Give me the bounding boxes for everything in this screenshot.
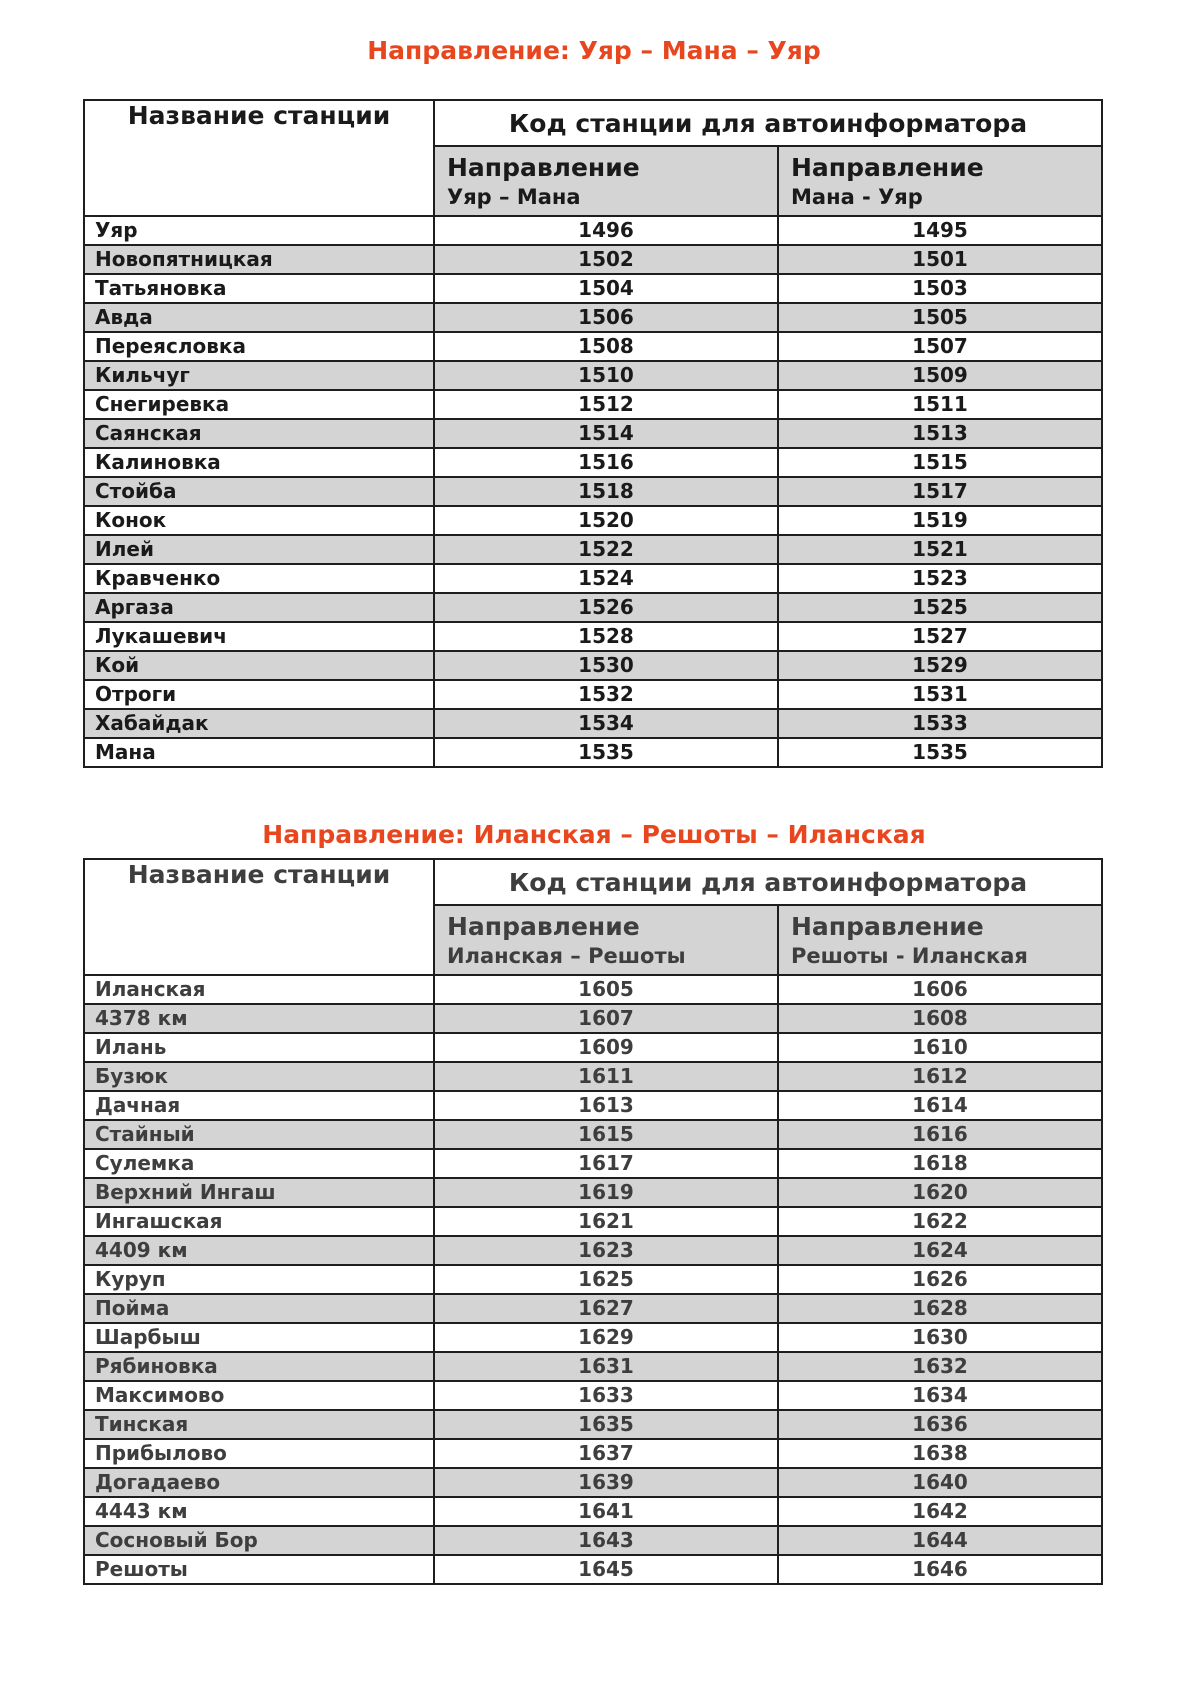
station-name-cell: Пойма <box>84 1294 434 1323</box>
code-forward-cell: 1518 <box>434 477 778 506</box>
station-name-cell: Конок <box>84 506 434 535</box>
code-backward-cell: 1535 <box>778 738 1102 767</box>
header-station-name: Название станции <box>84 859 434 975</box>
station-name-cell: Стайный <box>84 1120 434 1149</box>
station-name-cell: Иланская <box>84 975 434 1004</box>
table-row <box>84 680 1102 709</box>
code-forward-cell: 1617 <box>434 1149 778 1178</box>
station-name-cell: Стойба <box>84 477 434 506</box>
code-backward-cell: 1529 <box>778 651 1102 680</box>
station-name-cell: Шарбыш <box>84 1323 434 1352</box>
code-backward-cell: 1632 <box>778 1352 1102 1381</box>
table-row <box>84 535 1102 564</box>
code-forward-cell: 1627 <box>434 1294 778 1323</box>
station-name-cell: Аргаза <box>84 593 434 622</box>
station-name-cell: Калиновка <box>84 448 434 477</box>
station-name-cell: Бузюк <box>84 1062 434 1091</box>
table-row <box>84 1236 1102 1265</box>
code-forward-cell: 1508 <box>434 332 778 361</box>
table-row <box>84 1004 1102 1033</box>
station-name-cell: Кравченко <box>84 564 434 593</box>
code-forward-cell: 1643 <box>434 1526 778 1555</box>
code-backward-cell: 1509 <box>778 361 1102 390</box>
code-backward-cell: 1533 <box>778 709 1102 738</box>
code-backward-cell: 1618 <box>778 1149 1102 1178</box>
code-backward-cell: 1610 <box>778 1033 1102 1062</box>
code-backward-cell: 1606 <box>778 975 1102 1004</box>
station-name-cell: Мана <box>84 738 434 767</box>
table-row <box>84 975 1102 1004</box>
table-row <box>84 1178 1102 1207</box>
code-forward-cell: 1526 <box>434 593 778 622</box>
table-row <box>84 477 1102 506</box>
header-direction-forward <box>434 905 778 975</box>
station-name-cell: Илей <box>84 535 434 564</box>
code-backward-cell: 1495 <box>778 216 1102 245</box>
code-backward-cell: 1614 <box>778 1091 1102 1120</box>
code-backward-cell: 1644 <box>778 1526 1102 1555</box>
station-code-table-ilanskaya-reshoty <box>83 858 1103 1585</box>
table-row <box>84 1497 1102 1526</box>
code-forward-cell: 1510 <box>434 361 778 390</box>
table-row <box>84 361 1102 390</box>
code-forward-cell: 1623 <box>434 1236 778 1265</box>
code-forward-cell: 1605 <box>434 975 778 1004</box>
table-row <box>84 1352 1102 1381</box>
station-name-cell: Уяр <box>84 216 434 245</box>
code-forward-cell: 1639 <box>434 1468 778 1497</box>
table-row <box>84 1120 1102 1149</box>
code-backward-cell: 1507 <box>778 332 1102 361</box>
station-name-cell: Куруп <box>84 1265 434 1294</box>
code-backward-cell: 1531 <box>778 680 1102 709</box>
direction-label: Направление <box>447 912 640 941</box>
direction-route: Уяр – Мана <box>447 185 581 209</box>
code-forward-cell: 1502 <box>434 245 778 274</box>
table-row <box>84 332 1102 361</box>
code-forward-cell: 1520 <box>434 506 778 535</box>
code-backward-cell: 1622 <box>778 1207 1102 1236</box>
table-row <box>84 216 1102 245</box>
table-row <box>84 245 1102 274</box>
table-row <box>84 1265 1102 1294</box>
code-forward-cell: 1535 <box>434 738 778 767</box>
station-name-cell: Хабайдак <box>84 709 434 738</box>
header-station-code: Код станции для автоинформатора <box>434 100 1102 146</box>
code-forward-cell: 1613 <box>434 1091 778 1120</box>
section-title-ilanskaya-reshoty: Направление: Иланская – Решоты – Иланская <box>262 820 926 849</box>
station-name-cell: Прибылово <box>84 1439 434 1468</box>
code-forward-cell: 1530 <box>434 651 778 680</box>
table-row <box>84 709 1102 738</box>
station-name-cell: Отроги <box>84 680 434 709</box>
code-backward-cell: 1628 <box>778 1294 1102 1323</box>
code-forward-cell: 1645 <box>434 1555 778 1584</box>
table-row <box>84 651 1102 680</box>
station-name-cell: Кой <box>84 651 434 680</box>
code-backward-cell: 1646 <box>778 1555 1102 1584</box>
code-backward-cell: 1624 <box>778 1236 1102 1265</box>
station-name-cell: Ингашская <box>84 1207 434 1236</box>
station-name-cell: Сулемка <box>84 1149 434 1178</box>
station-name-cell: 4378 км <box>84 1004 434 1033</box>
header-direction-backward <box>778 146 1102 216</box>
code-forward-cell: 1621 <box>434 1207 778 1236</box>
code-forward-cell: 1625 <box>434 1265 778 1294</box>
direction-label: Направление <box>791 153 984 182</box>
code-forward-cell: 1615 <box>434 1120 778 1149</box>
table-row <box>84 1526 1102 1555</box>
station-name-cell: Татьяновка <box>84 274 434 303</box>
code-backward-cell: 1616 <box>778 1120 1102 1149</box>
table-row <box>84 274 1102 303</box>
table-row <box>84 1381 1102 1410</box>
code-forward-cell: 1534 <box>434 709 778 738</box>
code-forward-cell: 1609 <box>434 1033 778 1062</box>
direction-label: Направление <box>791 912 984 941</box>
station-name-cell: Авда <box>84 303 434 332</box>
station-name-cell: Максимово <box>84 1381 434 1410</box>
code-forward-cell: 1619 <box>434 1178 778 1207</box>
station-name-cell: Саянская <box>84 419 434 448</box>
code-forward-cell: 1637 <box>434 1439 778 1468</box>
header-station-name: Название станции <box>84 100 434 216</box>
station-name-cell: Лукашевич <box>84 622 434 651</box>
station-name-cell: Догадаево <box>84 1468 434 1497</box>
station-name-cell: Снегиревка <box>84 390 434 419</box>
code-backward-cell: 1630 <box>778 1323 1102 1352</box>
code-backward-cell: 1636 <box>778 1410 1102 1439</box>
table-row <box>84 1294 1102 1323</box>
station-name-cell: Сосновый Бор <box>84 1526 434 1555</box>
station-name-cell: Дачная <box>84 1091 434 1120</box>
code-backward-cell: 1634 <box>778 1381 1102 1410</box>
code-forward-cell: 1528 <box>434 622 778 651</box>
table-row <box>84 1410 1102 1439</box>
code-backward-cell: 1513 <box>778 419 1102 448</box>
station-name-cell: Рябиновка <box>84 1352 434 1381</box>
code-backward-cell: 1642 <box>778 1497 1102 1526</box>
station-name-cell: Решоты <box>84 1555 434 1584</box>
code-backward-cell: 1640 <box>778 1468 1102 1497</box>
code-forward-cell: 1504 <box>434 274 778 303</box>
code-forward-cell: 1496 <box>434 216 778 245</box>
station-name-cell: Тинская <box>84 1410 434 1439</box>
station-code-table-uyar-mana <box>83 99 1103 768</box>
station-name-cell: Илань <box>84 1033 434 1062</box>
code-backward-cell: 1501 <box>778 245 1102 274</box>
code-forward-cell: 1635 <box>434 1410 778 1439</box>
table-row <box>84 1033 1102 1062</box>
station-name-cell: Кильчуг <box>84 361 434 390</box>
code-forward-cell: 1611 <box>434 1062 778 1091</box>
table-row <box>84 1062 1102 1091</box>
table-row <box>84 593 1102 622</box>
code-forward-cell: 1522 <box>434 535 778 564</box>
code-backward-cell: 1505 <box>778 303 1102 332</box>
table-row <box>84 1091 1102 1120</box>
code-forward-cell: 1532 <box>434 680 778 709</box>
table-row <box>84 564 1102 593</box>
station-name-cell: 4409 км <box>84 1236 434 1265</box>
code-backward-cell: 1523 <box>778 564 1102 593</box>
code-backward-cell: 1612 <box>778 1062 1102 1091</box>
code-backward-cell: 1525 <box>778 593 1102 622</box>
code-backward-cell: 1626 <box>778 1265 1102 1294</box>
table-row <box>84 303 1102 332</box>
code-backward-cell: 1503 <box>778 274 1102 303</box>
table-row <box>84 1207 1102 1236</box>
code-backward-cell: 1519 <box>778 506 1102 535</box>
code-forward-cell: 1629 <box>434 1323 778 1352</box>
table-row <box>84 390 1102 419</box>
table-row <box>84 1439 1102 1468</box>
table-row <box>84 506 1102 535</box>
section-title-uyar-mana: Направление: Уяр – Мана – Уяр <box>367 36 821 65</box>
code-backward-cell: 1620 <box>778 1178 1102 1207</box>
table-row <box>84 1323 1102 1352</box>
code-forward-cell: 1512 <box>434 390 778 419</box>
header-direction-backward <box>778 905 1102 975</box>
table-row <box>84 738 1102 767</box>
code-backward-cell: 1515 <box>778 448 1102 477</box>
table-row <box>84 419 1102 448</box>
station-name-cell: Переясловка <box>84 332 434 361</box>
table-row <box>84 448 1102 477</box>
table-row <box>84 1555 1102 1584</box>
code-backward-cell: 1527 <box>778 622 1102 651</box>
direction-route: Иланская – Решоты <box>447 944 686 968</box>
station-name-cell: Верхний Ингаш <box>84 1178 434 1207</box>
code-backward-cell: 1511 <box>778 390 1102 419</box>
code-backward-cell: 1608 <box>778 1004 1102 1033</box>
code-forward-cell: 1516 <box>434 448 778 477</box>
direction-label: Направление <box>447 153 640 182</box>
table-row <box>84 1468 1102 1497</box>
table-row <box>84 622 1102 651</box>
code-forward-cell: 1524 <box>434 564 778 593</box>
header-station-code: Код станции для автоинформатора <box>434 859 1102 905</box>
direction-route: Решоты - Иланская <box>791 944 1028 968</box>
code-backward-cell: 1638 <box>778 1439 1102 1468</box>
code-backward-cell: 1517 <box>778 477 1102 506</box>
direction-route: Мана - Уяр <box>791 185 923 209</box>
code-backward-cell: 1521 <box>778 535 1102 564</box>
header-direction-forward <box>434 146 778 216</box>
code-forward-cell: 1641 <box>434 1497 778 1526</box>
table-row <box>84 1149 1102 1178</box>
code-forward-cell: 1607 <box>434 1004 778 1033</box>
code-forward-cell: 1631 <box>434 1352 778 1381</box>
code-forward-cell: 1633 <box>434 1381 778 1410</box>
code-forward-cell: 1514 <box>434 419 778 448</box>
code-forward-cell: 1506 <box>434 303 778 332</box>
station-name-cell: Новопятницкая <box>84 245 434 274</box>
station-name-cell: 4443 км <box>84 1497 434 1526</box>
